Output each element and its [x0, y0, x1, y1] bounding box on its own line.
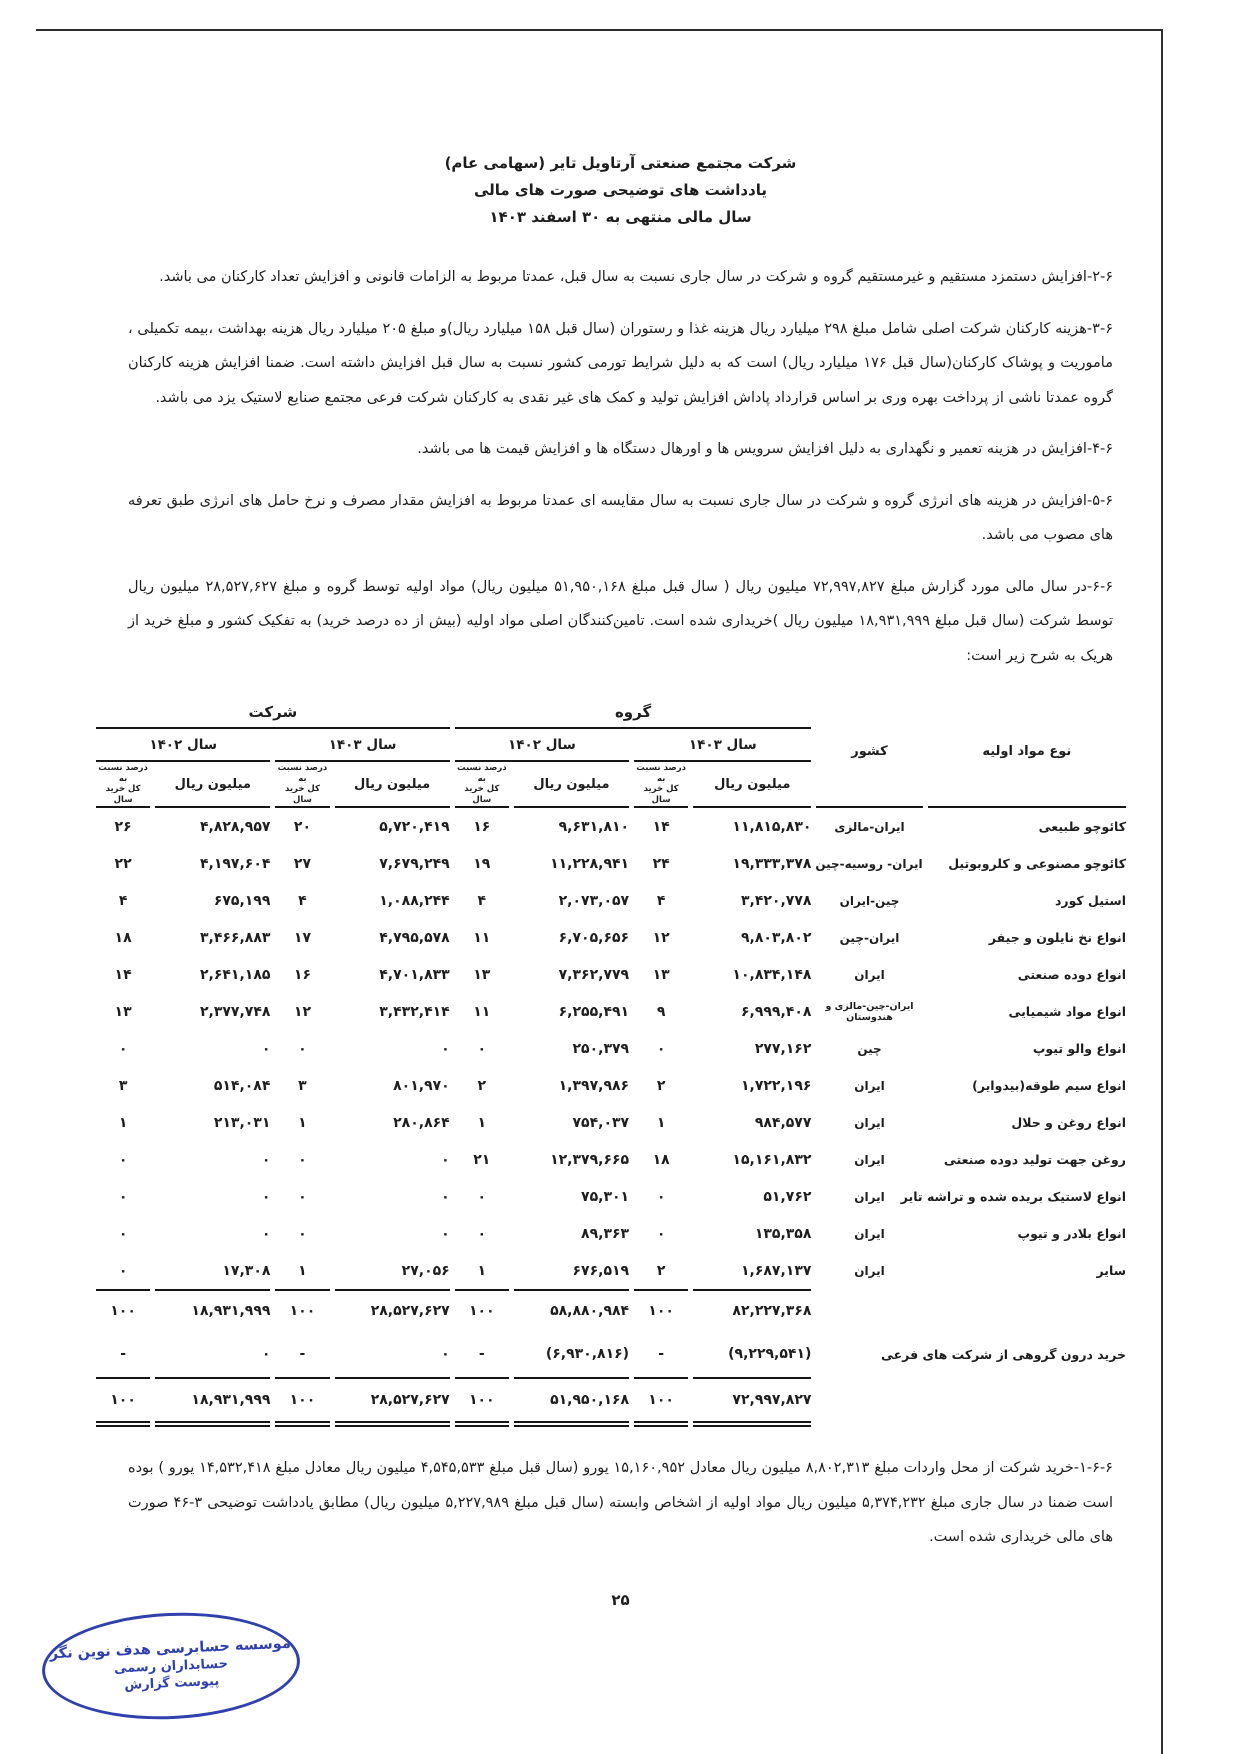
material-cell: انواع نخ نایلون و جیفر [988, 930, 1126, 945]
note-6-5: ۵-۶-افزایش در هزینه های انرژی گروه و شرکت در سال جاری نسبت به سال مقایسه ای عمدتا مربوط به افزایش مقدار مصرف و نرخ حامل های انرژی طبق تعرفه های مصوب می باشد. [128, 492, 1113, 543]
header-percent: درصد نسبت به کل خرید سال [96, 762, 150, 808]
company-1402-percent: ۰ [118, 1188, 128, 1205]
material-cell: سایر [1096, 1263, 1126, 1278]
group-1403-percent: ۲ [656, 1262, 666, 1279]
company-1402-percent: ۳ [118, 1077, 128, 1094]
company-1403-value: ۰ [441, 1225, 450, 1242]
material-cell: استیل کورد [1054, 893, 1126, 908]
material-cell: کائوچو مصنوعی و کلروبوتیل [948, 856, 1126, 871]
company-1403-percent: ۴ [298, 892, 307, 909]
company-1403-value: ۲۸۰,۸۶۴ [393, 1114, 450, 1131]
company-header: شرکت [96, 697, 450, 729]
table-row [96, 993, 1126, 1030]
company-1403-percent: ۱۶ [293, 966, 311, 983]
group-1402-percent: ۰ [477, 1188, 487, 1205]
company-1403-value: ۰ [441, 1151, 450, 1168]
company-1402-percent: ۰ [118, 1040, 128, 1057]
table-body [96, 808, 1126, 1289]
page-top-border [36, 29, 1163, 31]
company-1402-value: ۲,۶۴۱,۱۸۵ [199, 966, 271, 983]
group-1403-percent: ۲ [656, 1077, 666, 1094]
group-1402-percent: ۰ [477, 1040, 487, 1057]
company-1403-value: ۲۷,۰۵۶ [401, 1262, 450, 1279]
group-1403-value: ۵۱,۷۶۲ [763, 1188, 812, 1205]
company-1403-percent: ۰ [298, 1225, 307, 1242]
company-year-1402: سال ۱۴۰۲ [96, 729, 270, 762]
country-cell: ایران- روسیه-چین [815, 856, 923, 871]
group-1402-percent: ۱۱ [473, 929, 491, 946]
group-1402-value: ۶۷۶,۵۱۹ [572, 1262, 630, 1279]
group-1402-value: ۱۱,۲۲۸,۹۴۱ [550, 855, 630, 872]
company-1403-value: ۷,۶۷۹,۲۴۹ [379, 855, 450, 872]
company-1403-percent: ۲۷ [293, 855, 311, 872]
company-1402-percent: ۲۶ [114, 818, 132, 835]
table-row [96, 956, 1126, 993]
group-1403-percent: ۱۲ [652, 929, 670, 946]
table-row [96, 1215, 1126, 1252]
note-6-6: ۶-۶-در سال مالی مورد گزارش مبلغ ۷۲,۹۹۷,۸۲۷ میلیون ریال ( سال قبل مبلغ ۵۱,۹۵۰,۱۶۸ میلیون ریال) مواد اولیه توسط گروه و مبلغ ۲۸,۵۲۷,۶۲۷ میلیون ریال توسط شرکت (سال قبل مبلغ ۱۸,۹۳۱,۹۹۹ میلیون ریال )خریداری شده است. تامین‌کنندگان اصلی مواد اولیه (بیش از ده درصد خرید) به تفکیک کشور و مبلغ خرید از هریک به شرح زیر است: [128, 578, 1114, 664]
country-cell: چین [857, 1041, 882, 1056]
company-1403-percent: ۲۰ [293, 818, 311, 835]
company-1402-percent: ۲۲ [114, 855, 132, 872]
table-totals [96, 1289, 1126, 1427]
grand-total-row: ۷۲,۹۹۷,۸۲۷ ۱۰۰ ۵۱,۹۵۰,۱۶۸ ۱۰۰ ۲۸,۵۲۷,۶۲۷ ۱۰۰ ۱۸,۹۳۱,۹۹۹ ۱۰۰ [96, 1377, 1126, 1427]
stamp-cpa-line: حسابداران رسمی [113, 1656, 229, 1677]
group-1403-value: ۱۳۵,۳۵۸ [754, 1225, 812, 1242]
group-1403-value: ۱۹,۳۳۳,۳۷۸ [732, 855, 812, 872]
company-1402-percent: ۴ [118, 892, 128, 909]
group-1403-value: ۱۰,۸۳۴,۱۴۸ [732, 966, 812, 983]
table-row [96, 808, 1126, 845]
company-year-1403: سال ۱۴۰۳ [275, 729, 449, 762]
page-content [98, 150, 1126, 1609]
group-1403-value: ۶,۹۹۹,۴۰۸ [740, 1003, 812, 1020]
group-1402-percent: ۱۹ [473, 855, 491, 872]
company-1402-percent: ۰ [118, 1262, 128, 1279]
country-cell: ایران-مالزی [834, 819, 905, 834]
group-1402-value: ۷۵۴,۰۳۷ [572, 1114, 630, 1131]
company-1402-percent: ۱۴ [114, 966, 132, 983]
header-percent: درصد نسبت به کل خرید سال [634, 762, 688, 808]
page-right-border [1161, 29, 1163, 1754]
subtotal-row: ۸۲,۲۲۷,۳۶۸ ۱۰۰ ۵۸,۸۸۰,۹۸۴ ۱۰۰ ۲۸,۵۲۷,۶۲۷ ۱۰۰ ۱۸,۹۳۱,۹۹۹ ۱۰۰ [96, 1289, 1126, 1331]
material-cell: انواع دوده صنعتی [1017, 967, 1126, 982]
country-cell: ایران [854, 1189, 885, 1204]
country-cell: ایران [854, 1152, 885, 1167]
material-cell: انواع مواد شیمیایی [1008, 1004, 1126, 1019]
intragroup-row: خرید درون گروهی از شرکت های فرعی (۹,۲۲۹,۵۴۱) - (۶,۹۳۰,۸۱۶) - ۰ - ۰ - [96, 1331, 1126, 1377]
table-row [96, 1178, 1126, 1215]
material-cell: انواع بلادر و تیوپ [1017, 1226, 1126, 1241]
company-1403-percent: ۱ [298, 1262, 307, 1279]
group-1402-value: ۹,۶۳۱,۸۱۰ [558, 818, 630, 835]
group-1403-value: ۱,۶۸۷,۱۳۷ [740, 1262, 812, 1279]
table-row [96, 882, 1126, 919]
country-cell: ایران [854, 1226, 885, 1241]
group-1402-percent: ۱ [477, 1262, 487, 1279]
company-1402-percent: ۰ [118, 1225, 128, 1242]
note-6-4: ۴-۶-افزایش در هزینه تعمیر و نگهداری به دلیل افزایش سرویس ها و اورهال دستگاه ها و افزایش قیمت ها می باشد. [417, 441, 1113, 457]
group-1402-percent: ۱۳ [473, 966, 491, 983]
group-1403-percent: ۱۴ [652, 818, 670, 835]
group-1403-percent: ۲۴ [652, 855, 670, 872]
group-1402-percent: ۲ [477, 1077, 487, 1094]
company-1402-percent: ۰ [118, 1151, 128, 1168]
company-1402-percent: ۱ [118, 1114, 128, 1131]
document-header [128, 150, 1113, 231]
group-1402-percent: ۴ [477, 892, 487, 909]
group-1403-percent: ۰ [656, 1188, 666, 1205]
group-1403-value: ۲۷۷,۱۶۲ [754, 1040, 812, 1057]
group-1402-value: ۱۲,۳۷۹,۶۶۵ [550, 1151, 630, 1168]
group-1403-percent: ۰ [656, 1225, 666, 1242]
company-1402-value: ۶۷۵,۱۹۹ [213, 892, 271, 909]
company-1403-percent: ۱ [298, 1114, 307, 1131]
raw-materials-table [91, 697, 1131, 1427]
group-1403-percent: ۰ [656, 1040, 666, 1057]
group-1402-percent: ۱ [477, 1114, 487, 1131]
group-1403-value: ۹,۸۰۳,۸۰۲ [740, 929, 812, 946]
country-cell: چین-ایران [839, 893, 900, 908]
header-million-rial: میلیون ریال [514, 762, 629, 808]
header-million-rial: میلیون ریال [155, 762, 270, 808]
group-1403-percent: ۱ [656, 1114, 666, 1131]
table-row [96, 919, 1126, 956]
material-cell: کائوچو طبیعی [1038, 819, 1126, 834]
group-1402-value: ۷,۳۶۲,۷۷۹ [558, 966, 630, 983]
company-1402-value: ۴,۸۲۸,۹۵۷ [199, 818, 271, 835]
company-1403-percent: ۰ [298, 1151, 307, 1168]
company-1402-value: ۰ [261, 1225, 271, 1242]
country-cell: ایران-چین-مالزی و هندوستان [825, 1000, 914, 1023]
header-million-rial: میلیون ریال [335, 762, 450, 808]
country-cell: ایران [854, 1115, 885, 1130]
country-cell: ایران-چین [839, 930, 900, 945]
table-row [96, 1141, 1126, 1178]
auditor-stamp [40, 1607, 302, 1724]
company-1402-value: ۴,۱۹۷,۶۰۴ [199, 855, 271, 872]
company-1403-value: ۴,۷۹۵,۵۷۸ [379, 929, 450, 946]
company-1403-value: ۱,۰۸۸,۲۴۴ [379, 892, 450, 909]
column-header-country: کشور [816, 697, 922, 808]
note-6-2: ۲-۶-افزایش دستمزد مستقیم و غیرمستقیم گروه و شرکت در سال جاری نسبت به سال قبل، عمدتا مربوط به الزامات قانونی و افزایش تعداد کارکنان می باشد. [159, 269, 1113, 285]
group-1402-value: ۲۵۰,۳۷۹ [572, 1040, 630, 1057]
group-year-1402: سال ۱۴۰۲ [455, 729, 629, 762]
group-1403-value: ۱۵,۱۶۱,۸۳۲ [732, 1151, 812, 1168]
company-1402-value: ۲,۳۷۷,۷۴۸ [199, 1003, 271, 1020]
company-1402-value: ۰ [261, 1188, 271, 1205]
country-cell: ایران [854, 1263, 885, 1278]
table-row [96, 1067, 1126, 1104]
table-row [96, 845, 1126, 882]
group-1402-value: ۷۵,۳۰۱ [581, 1188, 630, 1205]
group-1403-value: ۳,۴۲۰,۷۷۸ [740, 892, 812, 909]
group-1402-value: ۸۹,۳۶۳ [581, 1225, 630, 1242]
header-million-rial: میلیون ریال [693, 762, 811, 808]
group-1402-percent: ۱۶ [473, 818, 491, 835]
company-1402-value: ۵۱۴,۰۸۴ [213, 1077, 271, 1094]
group-1402-percent: ۰ [477, 1225, 487, 1242]
material-cell: انواع سیم طوقه(بیدوایر) [972, 1078, 1126, 1093]
stamp-firm-name: موسسه حسابرسی هدف نوین نگر [49, 1635, 292, 1663]
group-1403-percent: ۴ [656, 892, 666, 909]
material-cell: روغن جهت تولید دوده صنعتی [943, 1152, 1126, 1167]
company-1403-value: ۳,۴۳۲,۴۱۴ [379, 1003, 450, 1020]
group-1402-value: ۱,۳۹۷,۹۸۶ [558, 1077, 630, 1094]
group-1403-percent: ۱۸ [652, 1151, 670, 1168]
group-year-1403: سال ۱۴۰۳ [634, 729, 811, 762]
header-percent: درصد نسبت به کل خرید سال [275, 762, 329, 808]
group-1403-value: ۹۸۴,۵۷۷ [754, 1114, 812, 1131]
material-cell: انواع لاستیک بریده شده و تراشه تایر [900, 1189, 1126, 1204]
company-1403-percent: ۰ [298, 1040, 307, 1057]
page-number: ۲۵ [611, 1590, 630, 1609]
note-6-3: ۳-۶-هزینه کارکنان شرکت اصلی شامل مبلغ ۲۹۸ میلیارد ریال هزینه غذا و رستوران (سال قبل ۱۵۸ میلیارد ریال)و مبلغ ۲۰۵ میلیارد ریال هزینه بهداشت ،بیمه تکمیلی ، ماموریت و پوشاک کارکنان(سال قبل ۱۷۶ میلیارد ریال) است که به دلیل شرایط تورمی کشور نسبت به سال قبل افزایش داشته است. ضمنا افزایش هزینه کارکنان گروه عمدتا ناشی از پرداخت بهره وری بر اساس قرارداد پاداش افزایش تولید و کمک های غیر نقدی به کارکنان شرکت فرعی مجتمع صنایع لاستیک یزد می باشد. [128, 320, 1113, 406]
group-1402-percent: ۲۱ [473, 1151, 491, 1168]
table-row [96, 1252, 1126, 1289]
country-cell: ایران [854, 967, 885, 982]
company-1402-percent: ۱۸ [114, 929, 132, 946]
table-header [96, 697, 1126, 808]
group-1402-value: ۲,۰۷۳,۰۵۷ [558, 892, 630, 909]
company-1402-value: ۲۱۳,۰۳۱ [213, 1114, 271, 1131]
country-cell: ایران [854, 1078, 885, 1093]
header-percent: درصد نسبت به کل خرید سال [455, 762, 509, 808]
company-1402-value: ۰ [261, 1151, 271, 1168]
group-header: گروه [455, 697, 812, 729]
company-1402-percent: ۱۳ [114, 1003, 132, 1020]
group-1402-value: ۶,۷۰۵,۶۵۶ [558, 929, 630, 946]
group-1403-value: ۱,۷۲۲,۱۹۶ [740, 1077, 812, 1094]
company-1403-value: ۰ [441, 1040, 450, 1057]
group-1402-percent: ۱۱ [473, 1003, 491, 1020]
company-1403-percent: ۱۲ [293, 1003, 311, 1020]
company-1402-value: ۱۷,۳۰۸ [222, 1262, 271, 1279]
group-1403-percent: ۱۳ [652, 966, 670, 983]
note-6-6-1: ۱-۶-۶-خرید شرکت از محل واردات مبلغ ۸,۸۰۲,۳۱۳ میلیون ریال معادل ۱۵,۱۶۰,۹۵۲ یورو (سال قبل مبلغ ۴,۵۴۵,۵۳۳ میلیون ریال معادل مبلغ ۱۴,۵۳۲,۴۱۸ یورو ) بوده است ضمنا در سال جاری مبلغ ۵,۳۷۴,۲۳۲ میلیون ریال مواد اولیه از اشخاص وابسته (سال قبل مبلغ ۵,۲۲۷,۹۸۹ میلیون ریال) مطابق یادداشت توضیحی ۳-۴۶ صورت های مالی خریداری شده است. [128, 1460, 1113, 1545]
company-1403-value: ۸۰۱,۹۷۰ [393, 1077, 450, 1094]
intragroup-label: خرید درون گروهی از شرکت های فرعی [880, 1346, 1126, 1362]
fiscal-period: سال مالی منتهی به ۳۰ اسفند ۱۴۰۳ [489, 208, 752, 226]
company-1403-value: ۵,۷۲۰,۴۱۹ [379, 818, 450, 835]
material-cell: انواع والو تیوپ [1032, 1041, 1126, 1056]
group-1402-value: ۶,۲۵۵,۴۹۱ [558, 1003, 630, 1020]
table-row [96, 1030, 1126, 1067]
table-row [96, 1104, 1126, 1141]
company-name: شرکت مجتمع صنعتی آرتاویل تایر (سهامی عام) [444, 154, 797, 172]
document-subtitle: یادداشت های توضیحی صورت های مالی [473, 181, 768, 199]
group-1403-value: ۱۱,۸۱۵,۸۳۰ [732, 818, 812, 835]
column-header-material: نوع مواد اولیه [928, 697, 1126, 808]
company-1403-value: ۰ [441, 1188, 450, 1205]
company-1403-percent: ۰ [298, 1188, 307, 1205]
company-1402-value: ۰ [261, 1040, 271, 1057]
company-1402-value: ۳,۴۶۶,۸۸۳ [199, 929, 271, 946]
material-cell: انواع روغن و حلال [1011, 1115, 1126, 1130]
stamp-attachment-line: پیوست گزارش [124, 1673, 220, 1694]
company-1403-value: ۴,۷۰۱,۸۳۳ [379, 966, 450, 983]
company-1403-percent: ۱۷ [293, 929, 311, 946]
company-1403-percent: ۳ [298, 1077, 307, 1094]
group-1403-percent: ۹ [656, 1003, 666, 1020]
